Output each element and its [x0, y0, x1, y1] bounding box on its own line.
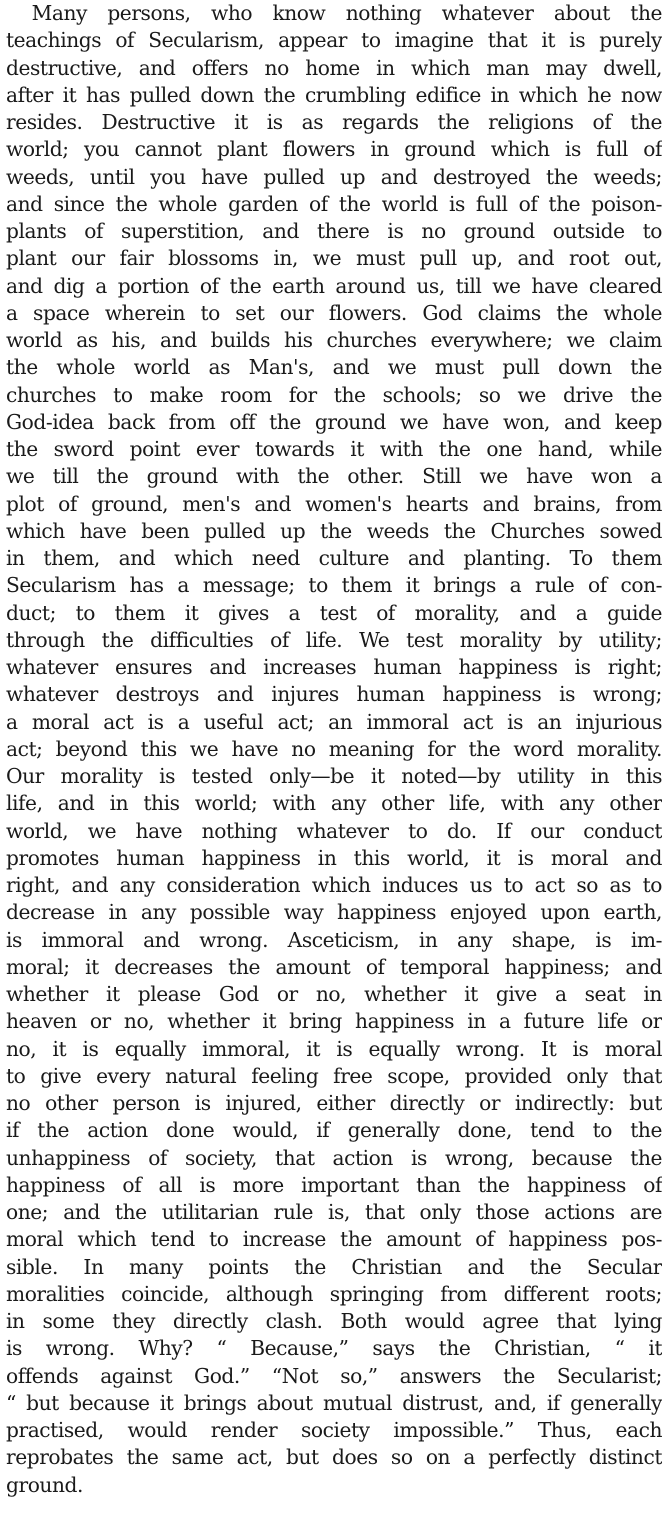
text-line: reprobates the same act, but does so on a perfectly distinct: [6, 1445, 662, 1470]
text-line: life, and in this world; with any other life, with any other: [6, 791, 662, 816]
text-line: right, and any consideration which induces us to act so as to: [6, 873, 662, 897]
text-line: practised, would render society impossible.” Thus, each: [6, 1418, 662, 1442]
text-line: destructive, and offers no home in which man may dwell,: [6, 55, 662, 80]
text-line: weeds, until you have pulled up and destroyed the weeds;: [6, 164, 662, 189]
text-line: God-idea back from off the ground we have won, and keep: [6, 409, 662, 434]
text-line: world as his, and builds his churches everywhere; we claim: [6, 328, 662, 352]
text-line: a moral act is a useful act; an immoral act is an injurious: [6, 709, 662, 734]
text-line: teachings of Secularism, appear to imagine that it is purely: [6, 28, 662, 53]
text-line: heaven or no, whether it bring happiness in a future life or: [6, 1009, 662, 1034]
text-line: sible. In many points the Christian and the Secular: [6, 1254, 662, 1279]
text-line: happiness of all is more important than the happiness of: [6, 1172, 662, 1197]
text-line: we till the ground with the other. Still we have won a: [6, 464, 662, 489]
text-line: whether it please God or no, whether it give a seat in: [6, 982, 662, 1006]
text-line: plant our fair blossoms in, we must pull up, and root out,: [6, 246, 662, 271]
text-line: the sword point ever towards it with the one hand, while: [6, 437, 662, 461]
text-line: is wrong. Why? “ Because,” says the Christian, “ it: [6, 1336, 662, 1361]
text-line: no other person is injured, either directly or indirectly: but: [6, 1091, 662, 1115]
text-line: if the action done would, if generally done, tend to the: [6, 1118, 662, 1143]
text-line: Our morality is tested only—be it noted—by utility in this: [6, 764, 662, 788]
text-line: in them, and which need culture and planting. To them: [6, 546, 662, 570]
text-line: unhappiness of society, that action is wrong, because the: [6, 1145, 662, 1170]
text-line: act; beyond this we have no meaning for the word morality.: [6, 736, 662, 761]
text-line: whatever destroys and injures human happiness is wrong;: [6, 682, 662, 707]
text-line: which have been pulled up the weeds the Churches sowed: [6, 518, 662, 543]
text-line: after it has pulled down the crumbling edifice in which he now: [6, 82, 662, 107]
text-line: world; you cannot plant flowers in ground which is full of: [6, 137, 662, 162]
text-line: world, we have nothing whatever to do. If our conduct: [6, 818, 662, 843]
text-line: a space wherein to set our flowers. God claims the whole: [6, 300, 662, 325]
text-line: no, it is equally immoral, it is equally wrong. It is moral: [6, 1036, 662, 1061]
text-line: churches to make room for the schools; so we drive the: [6, 382, 662, 407]
text-line: whatever ensures and increases human happiness is right;: [6, 655, 662, 679]
text-line: “ but because it brings about mutual distrust, and, if generally: [6, 1390, 662, 1415]
text-line: in some they directly clash. Both would agree that lying: [6, 1309, 662, 1333]
text-line: moral; it decreases the amount of temporal happiness; and: [6, 954, 662, 979]
text-line: one; and the utilitarian rule is, that only those actions are: [6, 1200, 662, 1224]
text-line: decrease in any possible way happiness enjoyed upon earth,: [6, 900, 662, 925]
text-line: promotes human happiness in this world, it is moral and: [6, 845, 662, 870]
text-line: Secularism has a message; to them it brings a rule of con-: [6, 573, 662, 598]
text-line: ground.: [6, 1472, 83, 1497]
text-line: duct; to them it gives a test of morality, and a guide: [6, 600, 662, 625]
text-line: resides. Destructive it is as regards the religions of the: [6, 110, 662, 134]
text-line: the whole world as Man's, and we must pull down the: [6, 355, 662, 380]
text-line: through the difficulties of life. We test morality by utility;: [6, 627, 662, 652]
text-line: plot of ground, men's and women's hearts and brains, from: [6, 491, 662, 516]
text-line: moral which tend to increase the amount of happiness pos-: [6, 1227, 662, 1252]
text-line: plants of superstition, and there is no ground outside to: [6, 219, 662, 243]
text-line: is immoral and wrong. Asceticism, in any shape, is im-: [6, 927, 662, 952]
article-column: [6, 0, 662, 1499]
text-line: offends against God.” “Not so,” answers the Secularist;: [6, 1363, 662, 1388]
text-line: moralities coincide, although springing from different roots;: [6, 1281, 662, 1306]
text-line: and dig a portion of the earth around us, till we have cleared: [6, 273, 662, 298]
text-line: to give every natural feeling free scope, provided only that: [6, 1063, 662, 1088]
text-line: Many persons, who know nothing whatever about the: [31, 1, 662, 25]
text-line: and since the whole garden of the world is full of the poison-: [6, 191, 662, 216]
document-page: [6, 0, 662, 1537]
